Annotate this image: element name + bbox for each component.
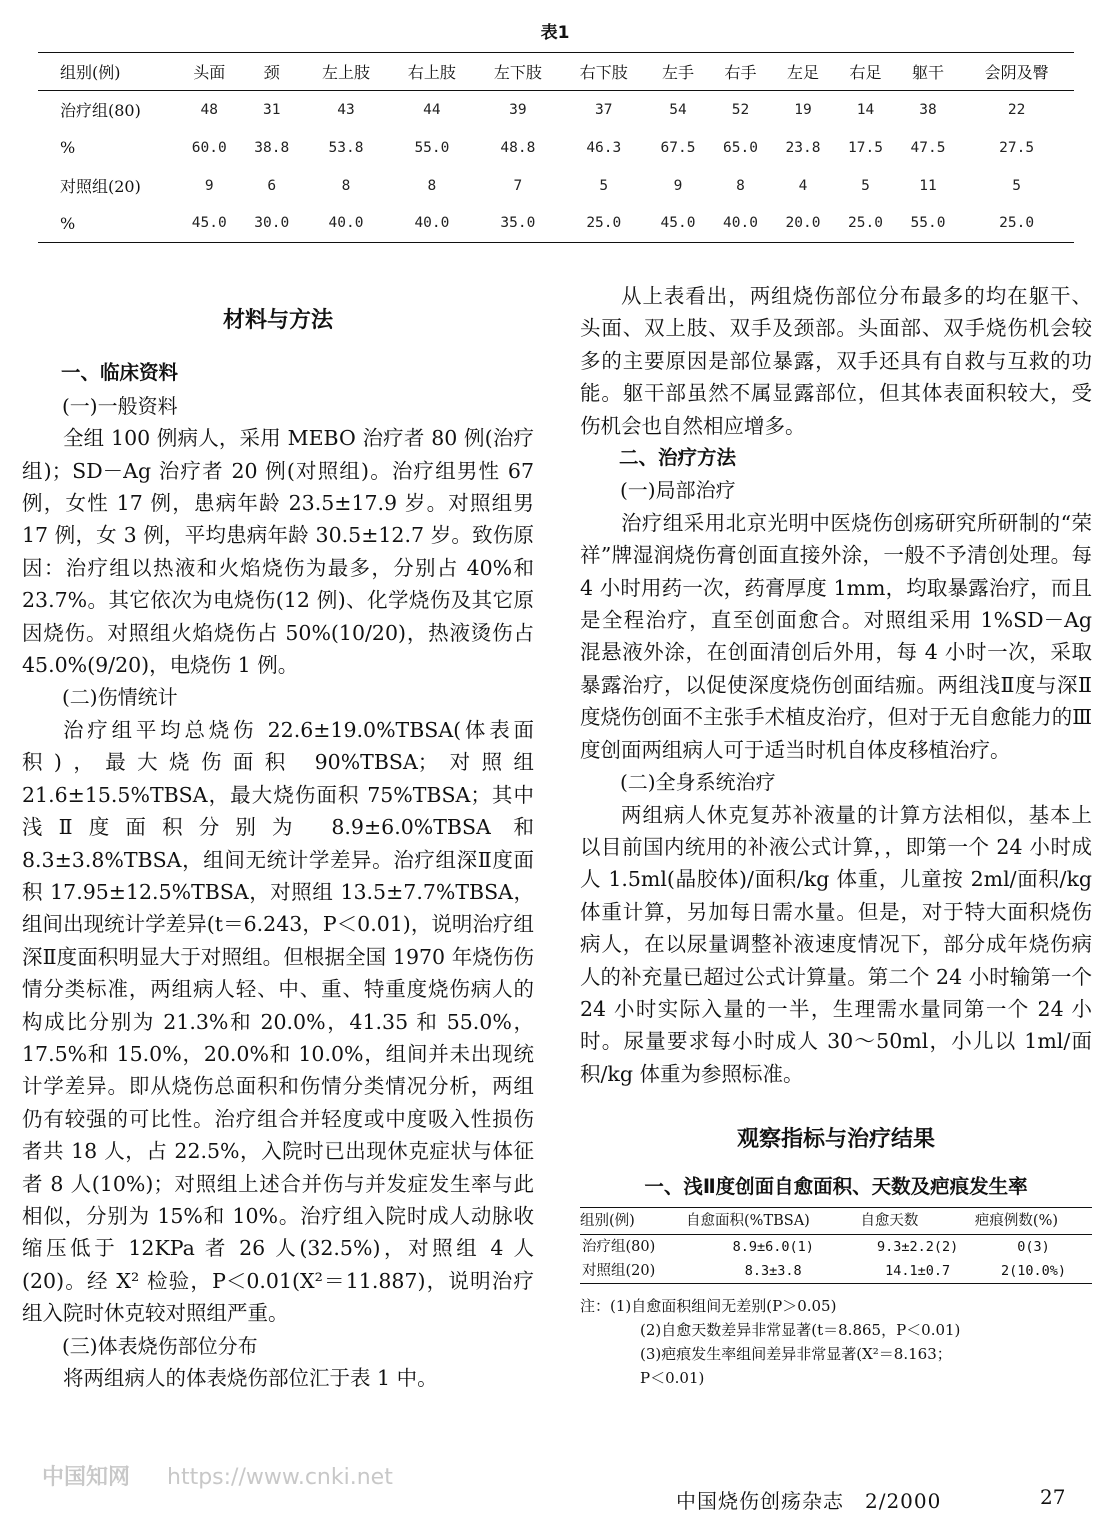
table-row [38, 129, 1074, 167]
cnki-url[interactable]: https://www.cnki.net [167, 1465, 393, 1490]
subheading-general: (一)一般资料 [62, 393, 178, 418]
table1-cell: 65.0 [723, 139, 758, 156]
table1-cell: 17.5 [848, 139, 883, 156]
heading-results-1: 一、浅Ⅱ度创面自愈面积、天数及疤痕发生率 [644, 1174, 1028, 1198]
table1-cell: 35.0 [475, 205, 561, 243]
table-row [580, 1259, 1092, 1284]
table2-notes [580, 1294, 1092, 1390]
subheading-injury-stats: (二)伤情统计 [62, 685, 178, 710]
table2-cell: 对照组(20) [580, 1259, 686, 1284]
table2-cell: 8.3±3.8 [686, 1259, 860, 1284]
table-row [38, 91, 1074, 129]
table1-cell: % [60, 138, 76, 157]
table2 [580, 1207, 1092, 1284]
paragraph-local-treatment: 治疗组采用北京光明中医烧伤创疡研究所研制的“荣祥”牌湿润烧伤膏创面直接外涂，一般不予清创处理。每 4 小时用药一次，药膏厚度 1mm，均取暴露治疗，而且是全程治疗，直至创面愈合。对照组采用 1%SD－Ag 混悬液外涂，在创面清创后外用，每 4 小时一次，采取暴露治疗，以促使深度烧伤创面结痂。两组浅Ⅱ度与深Ⅱ度烧伤创面不主张手术植皮治疗，但对于无自愈能力的Ⅲ度创面两组病人可于适当时机自体皮移植治疗。 [580, 510, 1092, 762]
subheading-burn-distribution: (三)体表烧伤部位分布 [62, 1333, 258, 1358]
table1-cell: 25.0 [834, 205, 897, 243]
table1-header-row [38, 53, 1074, 91]
table2-header-cell: 疤痕例数(%) [975, 1207, 1092, 1234]
table1-cell: 20.0 [772, 205, 835, 243]
heading-clinical-data: 一、临床资料 [61, 361, 179, 385]
table1-cell: 4 [798, 177, 808, 194]
table1-cell: 14 [856, 101, 875, 118]
table1-header-cell: 会阴及臀 [959, 53, 1074, 91]
table1-cell: 5 [1012, 177, 1021, 194]
table2-header-cell: 自愈面积(%TBSA) [686, 1207, 860, 1234]
table1-header-cell: 组别(例) [38, 53, 178, 91]
paragraph-general: 全组 100 例病人，采用 MEBO 治疗者 80 例(治疗组)；SD－Ag 治疗者 20 例(对照组)。治疗组男性 67 例，女性 17 例，患病年龄 23.5±17.9 岁。对照组男 17 例，女 3 例，平均患病年龄 30.5±12.7 岁。致伤原因：治疗组以热液和火焰烧伤为最多，分别占 40%和 23.7%。其它依次为电烧伤(12 例)、化学烧伤及其它原因烧伤。对照组火焰烧伤占 50%(10/20)，热液烫伤占 45.0%(9/20)，电烧伤 1 例。 [22, 426, 534, 678]
table1-cell: 22 [1007, 101, 1026, 118]
table2-cell: 2(10.0%) [975, 1259, 1092, 1284]
note-line: 注：(1)自愈面积组间无差别(P＞0.05) [580, 1296, 837, 1315]
table1-cell: 5 [861, 177, 870, 194]
table1-header-cell: 头面 [178, 53, 241, 91]
paragraph-burn-distribution: 将两组病人的体表烧伤部位汇于表 1 中。 [63, 1366, 438, 1390]
table1-cell: 45.0 [178, 205, 241, 243]
table1-cell: 40.0 [303, 205, 389, 243]
table1-cell: 55.0 [897, 205, 960, 243]
paragraph-systemic-treatment: 两组病人休克复苏补液量的计算方法相似，基本上以目前国内统用的补液公式计算，，即第一个 24 小时成人 1.5ml(晶胶体)/面积/kg 体重，儿童按 2ml/面积/kg 体重计算，另加每日需水量。但是，对于特大面积烧伤病人，在以尿量调整补液速度情况下，部分成年烧伤病人的补充量已超过公式计算量。第二个 24 小时输第一个 24 小时实际入量的一半，生理需水量同第一个 24 小时。尿量要求每小时成人 30～50ml，小儿以 1ml/面积/kg 体重为参照标准。 [580, 802, 1092, 1086]
table1-cell: 30.0 [241, 205, 304, 243]
note-line: P＜0.01) [640, 1368, 705, 1387]
table1-cell: 对照组(20) [60, 177, 141, 196]
table1-cell: 19 [794, 101, 812, 118]
page-number: 27 [1040, 1485, 1066, 1509]
table1-cell: 48.8 [500, 139, 536, 156]
section-title-methods: 材料与方法 [222, 308, 333, 333]
table1-cell: 31 [263, 101, 281, 118]
table1-header-cell: 右足 [834, 53, 897, 91]
table1-cell: 7 [513, 177, 523, 194]
table1-cell: 60.0 [191, 139, 227, 156]
section-title-results: 观察指标与治疗结果 [736, 1127, 935, 1153]
table1-cell: 27.5 [999, 139, 1035, 156]
table1-cell: 8 [736, 177, 745, 194]
table-row [38, 167, 1074, 205]
table1-header-cell: 右上肢 [389, 53, 475, 91]
cnki-logo: 中国知网 [42, 1465, 131, 1490]
table1-cell: 25.0 [959, 205, 1074, 243]
table2-header-cell: 组别(例) [580, 1207, 686, 1234]
table1-header-cell: 右手 [709, 53, 772, 91]
table2-header-row [580, 1207, 1092, 1234]
table2-cell: 8.9±6.0(1) [732, 1238, 814, 1255]
table2-header-cell: 自愈天数 [860, 1207, 974, 1234]
table1-cell: % [38, 205, 178, 243]
table1-caption: 表1 [540, 23, 570, 43]
table2-cell: 治疗组(80) [582, 1238, 656, 1255]
table1-cell: 47.5 [910, 139, 946, 156]
table1-header-cell: 躯干 [897, 53, 960, 91]
subheading-local-treatment: (一)局部治疗 [620, 478, 736, 503]
table1-cell: 45.0 [647, 205, 710, 243]
table1 [38, 52, 1074, 243]
subheading-systemic-treatment: (二)全身系统治疗 [620, 770, 776, 795]
paragraph-table-discussion: 从上表看出，两组烧伤部位分布最多的均在躯干、头面、双上肢、双手及颈部。头面部、双手烧伤机会较多的主要原因是部位暴露，双手还具有自救与互救的功能。躯干部虽然不属显露部位，但其体表面积较大，受伤机会也自然相应增多。 [580, 284, 1092, 438]
table1-cell: 5 [599, 177, 609, 194]
left-column [22, 305, 534, 1394]
table2-cell: 14.1±0.7 [860, 1259, 974, 1284]
table1-cell: 11 [919, 177, 937, 194]
table1-cell: 9 [204, 177, 214, 194]
table1-cell: 37 [595, 101, 613, 118]
table1-cell: 6 [267, 177, 277, 194]
table1-cell: 25.0 [561, 205, 647, 243]
table1-cell: 46.3 [586, 139, 622, 156]
table1-cell: 38 [919, 101, 937, 118]
table1-cell: 40.0 [389, 205, 475, 243]
table1-cell: 43 [337, 101, 355, 118]
table1-cell: 9 [673, 177, 683, 194]
table2-cell: 0(3) [1017, 1238, 1050, 1255]
table1-cell: 40.0 [709, 205, 772, 243]
paragraph-injury-stats: 治疗组平均总烧伤 22.6±19.0%TBSA(体表面积)，最大烧伤面积 90%TBSA；对照组 21.6±15.5%TBSA，最大烧伤面积 75%TBSA；其中浅Ⅱ度面积分别为 8.9±6.0%TBSA 和 8.3±3.8%TBSA，组间无统计学差异。治疗组深Ⅱ度面积 17.95±12.5%TBSA，对照组 13.5±7.7%TBSA，组间出现统计学差异(t＝6.243，P＜0.01)，说明治疗组深Ⅱ度面积明显大于对照组。但根据全国 1970 年烧伤伤情分类标准，两组病人轻、中、重、特重度烧伤病人的构成比分别为 21.3%和 20.0%，41.35 和 55.0%，17.5%和 15.0%，20.0%和 10.0%，组间并未出现统计学差异。即从烧伤总面积和伤情分类情况分析，两组仍有较强的可比性。治疗组合并轻度或中度吸入性损伤者共 18 人，占 22.5%，入院时已出现休克症状与体征者 8 人(10%)；对照组上述合并伤与并发症发生率与此相似，分别为 15%和 10%。治疗组入院时成人动脉收缩压低于 12KPa 者 26 人(32.5%)，对照组 4 人(20)。经 X² 检验，P＜0.01(X²＝11.887)，说明治疗组入院时休克较对照组严重。 [22, 717, 534, 1326]
table1-cell: 39 [509, 101, 527, 118]
table1-cell: 53.8 [328, 139, 364, 156]
table-row [38, 205, 1074, 243]
table2-cell: 9.3±2.2(2) [877, 1238, 959, 1255]
table1-header-cell: 右下肢 [561, 53, 647, 91]
right-column [580, 280, 1092, 1390]
table1-body [38, 91, 1074, 243]
table1-cell: 52 [731, 101, 750, 118]
table1-cell: 48 [200, 101, 218, 118]
table1-cell: 44 [423, 101, 441, 118]
table1-cell: 67.5 [660, 139, 696, 156]
table1-cell: 38.8 [254, 139, 290, 156]
table1-header-cell: 颈 [241, 53, 304, 91]
table1-header-cell: 左下肢 [475, 53, 561, 91]
table1-cell: 55.0 [414, 139, 450, 156]
table1-header-cell: 左足 [772, 53, 835, 91]
table1-header-cell: 左手 [647, 53, 710, 91]
cnki-watermark [42, 1460, 393, 1491]
table1-header-cell: 左上肢 [303, 53, 389, 91]
table-row [580, 1234, 1092, 1259]
table1-cell: 23.8 [785, 139, 821, 156]
table1-cell: 8 [427, 177, 437, 194]
note-line: (2)自愈天数差异非常显著(t＝8.865，P＜0.01) [640, 1320, 961, 1339]
heading-treatment: 二、治疗方法 [619, 446, 737, 470]
journal-footer: 中国烧伤创疡杂志 2/2000 [676, 1489, 942, 1513]
note-line: (3)疤痕发生率组间差异非常显著(X²＝8.163； [640, 1344, 952, 1363]
table1-cell: 8 [341, 177, 351, 194]
table1-cell: 54 [669, 101, 687, 118]
table1-cell: 治疗组(80) [60, 101, 141, 121]
